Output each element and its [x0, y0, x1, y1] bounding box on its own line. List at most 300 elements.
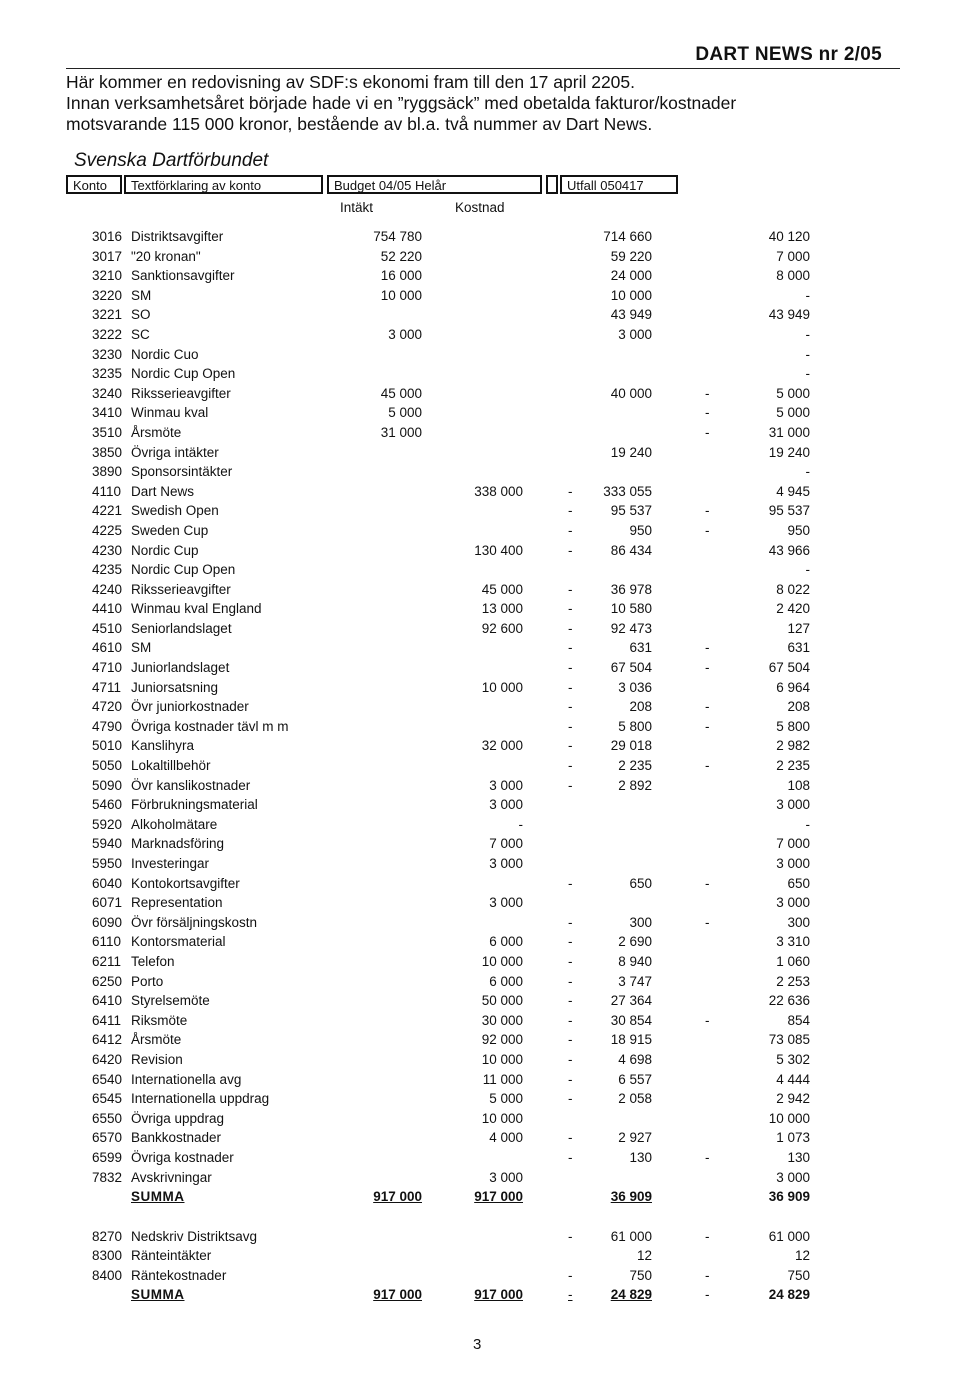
account-description: Representation [131, 895, 223, 911]
difference: 1 073 [776, 1130, 810, 1146]
difference: 12 [794, 1248, 810, 1264]
difference: - [805, 464, 810, 480]
actual-outcome: 950 [629, 522, 652, 538]
account-number: 6570 [92, 1130, 123, 1146]
account-description: Övriga uppdrag [131, 1110, 225, 1126]
account-number: 5460 [92, 797, 123, 813]
account-number: 3221 [92, 307, 123, 323]
sign-marker: - [705, 1267, 710, 1283]
actual-outcome: 2 892 [618, 777, 652, 793]
account-description: Nordic Cup Open [131, 562, 236, 578]
summary-row [0, 1284, 960, 1304]
subheader-kostnad: Kostnad [455, 200, 505, 215]
account-number: 3220 [92, 287, 123, 303]
difference: 40 120 [768, 229, 810, 244]
sign-marker: - [568, 738, 573, 754]
difference: 31 000 [768, 424, 810, 440]
actual-outcome: 631 [629, 640, 652, 656]
table-row [0, 833, 960, 853]
difference: 2 253 [776, 973, 810, 989]
account-number: 6599 [92, 1149, 123, 1165]
account-number: 8300 [92, 1248, 123, 1264]
actual-outcome: 8 940 [618, 953, 652, 969]
account-number: 6071 [92, 895, 123, 911]
account-number: 6110 [92, 934, 122, 950]
table-row [0, 1010, 960, 1030]
difference: 3 310 [776, 934, 810, 950]
account-description: Ränteintäkter [131, 1248, 212, 1264]
difference: - [805, 562, 810, 578]
sign-marker: - [705, 699, 710, 715]
difference: 7 000 [776, 248, 810, 264]
budget-cost: 10 000 [481, 1110, 523, 1126]
account-number: 4720 [92, 699, 123, 715]
table-row [0, 892, 960, 912]
table-row [0, 383, 960, 403]
sign-marker: - [705, 914, 710, 930]
account-number: 6090 [92, 914, 123, 930]
account-description: Porto [131, 973, 164, 989]
budget-cost: 30 000 [481, 1012, 523, 1028]
sign-marker: - [568, 1071, 573, 1087]
budget-cost: 92 000 [481, 1032, 523, 1048]
difference: 95 537 [768, 503, 810, 519]
table-row [0, 422, 960, 442]
page-number: 3 [473, 1336, 482, 1353]
account-number: 8270 [92, 1228, 123, 1244]
section-gap [0, 1206, 960, 1226]
intro-line: Här kommer en redovisning av SDF:s ekonomi fram till den 17 april 2205. [66, 72, 635, 92]
sign-marker: - [705, 405, 710, 421]
table-row [0, 1108, 960, 1128]
budget-income: 3 000 [388, 326, 422, 342]
table-row [0, 1147, 960, 1167]
account-number: 6412 [92, 1032, 123, 1048]
table-row [0, 540, 960, 560]
account-description: Övr kanslikostnader [131, 777, 251, 793]
difference: 2 420 [776, 601, 810, 617]
sign-marker: - [568, 953, 573, 969]
difference: 2 235 [776, 758, 810, 774]
difference: 73 085 [768, 1032, 810, 1048]
sign-marker: - [705, 1287, 710, 1303]
account-number: 4240 [92, 581, 123, 597]
table-row [0, 755, 960, 775]
difference: 61 000 [768, 1228, 810, 1244]
account-number: 6420 [92, 1051, 123, 1067]
table-row [0, 442, 960, 462]
sign-marker: - [568, 973, 573, 989]
actual-outcome: 59 220 [610, 248, 652, 264]
table-row [0, 951, 960, 971]
budget-cost: 6 000 [489, 973, 523, 989]
sign-marker: - [568, 1149, 573, 1165]
account-description: Juniorlandslaget [131, 660, 230, 676]
sign-marker: - [705, 758, 710, 774]
account-description: Nordic Cup [131, 542, 199, 558]
sign-marker: - [568, 620, 573, 636]
account-number: 4711 [92, 679, 122, 695]
difference: - [805, 366, 810, 382]
sign-marker: - [568, 777, 573, 793]
summary-row [0, 1186, 960, 1206]
account-description: Telefon [131, 953, 175, 969]
budget-cost: 338 000 [474, 483, 523, 499]
table-row [0, 304, 960, 324]
account-number: 8400 [92, 1267, 123, 1283]
budget-income: 917 000 [373, 1189, 422, 1205]
difference: 3 000 [776, 1169, 810, 1185]
account-number: 3235 [92, 366, 123, 382]
budget-income: 45 000 [380, 385, 422, 401]
actual-outcome: 95 537 [610, 503, 652, 519]
table-row [0, 363, 960, 383]
difference: 3 000 [776, 856, 810, 871]
account-description: "20 kronan" [131, 248, 201, 264]
account-description: Marknadsföring [131, 836, 225, 852]
actual-outcome: 2 058 [618, 1091, 652, 1107]
actual-outcome: 3 036 [618, 679, 652, 695]
sign-marker: - [568, 993, 573, 1009]
table-row [0, 716, 960, 736]
table-row [0, 1049, 960, 1069]
difference: 5 000 [776, 385, 810, 401]
sign-marker: - [568, 542, 573, 558]
account-description: Förbrukningsmaterial [131, 797, 258, 813]
actual-outcome: 43 949 [610, 307, 652, 323]
account-number: 3410 [92, 405, 123, 421]
table-row [0, 461, 960, 481]
table-row [0, 735, 960, 755]
table-row [0, 1069, 960, 1089]
account-number: 3850 [92, 444, 123, 460]
actual-outcome: 333 055 [603, 483, 652, 499]
difference: 67 504 [768, 660, 810, 676]
sign-marker: - [568, 522, 573, 538]
difference: 1 060 [776, 953, 810, 969]
table-row [0, 794, 960, 814]
budget-cost: 10 000 [481, 679, 523, 695]
actual-outcome: 40 000 [610, 385, 652, 401]
difference: 4 945 [776, 483, 810, 499]
table-row [0, 990, 960, 1010]
table-row [0, 1167, 960, 1187]
budget-cost: 32 000 [481, 738, 523, 754]
budget-income: 5 000 [388, 405, 422, 421]
account-number: 4790 [92, 718, 123, 734]
sign-marker: - [705, 424, 710, 440]
account-number: 6410 [92, 993, 123, 1009]
difference: 7 000 [776, 836, 810, 852]
sign-marker: - [568, 660, 573, 676]
actual-outcome: 92 473 [610, 620, 652, 636]
column-header-konto: Konto [66, 175, 122, 194]
account-number: 4710 [92, 660, 123, 676]
sign-marker: - [705, 385, 710, 401]
account-description: Övriga kostnader tävl m m [131, 718, 289, 734]
subheader-intakt: Intäkt [340, 200, 374, 215]
table-row [0, 873, 960, 893]
account-description: Distriktsavgifter [131, 229, 224, 244]
difference: 43 949 [768, 307, 810, 323]
actual-outcome: 36 909 [610, 1189, 652, 1205]
table-row [0, 853, 960, 873]
account-description: SUMMA [131, 1287, 185, 1303]
table-row [0, 696, 960, 716]
table-row [0, 598, 960, 618]
table-row [0, 559, 960, 579]
sign-marker: - [568, 1287, 573, 1303]
difference: 3 000 [776, 895, 810, 911]
actual-outcome: 86 434 [610, 542, 652, 558]
account-description: SO [131, 307, 151, 323]
difference: 2 942 [776, 1091, 810, 1107]
account-number: 6040 [92, 875, 123, 891]
budget-cost: 50 000 [481, 993, 523, 1009]
account-description: Investeringar [131, 856, 210, 871]
sign-marker: - [705, 503, 710, 519]
actual-outcome: 30 854 [610, 1012, 652, 1028]
account-number: 3016 [92, 229, 123, 244]
account-description: SUMMA [131, 1189, 185, 1205]
account-number: 6550 [92, 1110, 123, 1126]
budget-cost: 10 000 [481, 1051, 523, 1067]
budget-cost: 5 000 [489, 1091, 523, 1107]
sign-marker: - [705, 718, 710, 734]
actual-outcome: 3 747 [618, 973, 652, 989]
column-header-budget: Budget 04/05 Helår [327, 175, 542, 194]
organization-name: Svenska Dartförbundet [74, 150, 269, 171]
sign-marker: - [568, 934, 573, 950]
budget-cost: 7 000 [489, 836, 523, 852]
difference: 631 [787, 640, 810, 656]
table-row [0, 481, 960, 501]
actual-outcome: 18 915 [610, 1032, 652, 1048]
sign-marker: - [568, 483, 573, 499]
table-row [0, 1265, 960, 1285]
account-description: Revision [131, 1051, 183, 1067]
column-header-spacer [546, 175, 558, 194]
actual-outcome: 10 580 [610, 601, 652, 617]
account-number: 4110 [92, 483, 122, 499]
actual-outcome: 2 927 [618, 1130, 652, 1146]
sign-marker: - [568, 699, 573, 715]
actual-outcome: 300 [629, 914, 652, 930]
account-description: Övr försäljningskostn [131, 914, 258, 930]
account-number: 5010 [92, 738, 123, 754]
account-description: SC [131, 326, 150, 342]
header-rule [66, 68, 900, 69]
account-number: 4510 [92, 620, 123, 636]
sign-marker: - [568, 1032, 573, 1048]
account-number: 3510 [92, 424, 123, 440]
table-row [0, 657, 960, 677]
account-number: 5090 [92, 777, 123, 793]
account-description: Sanktionsavgifter [131, 268, 235, 284]
sign-marker: - [568, 1012, 573, 1028]
difference: 36 909 [768, 1189, 810, 1205]
table-row [0, 520, 960, 540]
budget-cost: 92 600 [481, 620, 523, 636]
table-row [0, 1226, 960, 1246]
actual-outcome: 208 [629, 699, 652, 715]
budget-cost: 3 000 [489, 797, 523, 813]
table-row [0, 579, 960, 599]
actual-outcome: 10 000 [610, 287, 652, 303]
sign-marker: - [568, 875, 573, 891]
ledger-table [0, 226, 960, 1304]
sign-marker: - [705, 1012, 710, 1028]
account-description: Övriga intäkter [131, 444, 219, 460]
account-number: 4610 [92, 640, 123, 656]
table-row [0, 1088, 960, 1108]
difference: 650 [787, 875, 810, 891]
budget-cost: 917 000 [474, 1287, 523, 1303]
intro-line: motsvarande 115 000 kronor, bestående av bl.a. två nummer av Dart News. [66, 114, 653, 134]
sign-marker: - [705, 522, 710, 538]
actual-outcome: 2 690 [618, 934, 652, 950]
budget-cost: 11 000 [482, 1071, 523, 1087]
account-description: Kanslihyra [131, 738, 195, 754]
account-number: 6211 [92, 953, 122, 969]
difference: 3 000 [776, 797, 810, 813]
sign-marker: - [568, 640, 573, 656]
table-row [0, 226, 960, 246]
account-number: 3890 [92, 464, 123, 480]
table-row [0, 971, 960, 991]
sign-marker: - [705, 1228, 710, 1244]
difference: 8 000 [776, 268, 810, 284]
difference: 108 [787, 777, 810, 793]
account-number: 4230 [92, 542, 123, 558]
sign-marker: - [568, 718, 573, 734]
sign-marker: - [568, 1267, 573, 1283]
account-number: 4235 [92, 562, 123, 578]
difference: - [805, 346, 810, 362]
account-number: 4410 [92, 601, 123, 617]
account-number: 6411 [92, 1012, 122, 1028]
actual-outcome: 3 000 [618, 326, 652, 342]
difference: 6 964 [776, 679, 810, 695]
sign-marker: - [568, 1091, 573, 1107]
table-row [0, 637, 960, 657]
budget-income: 16 000 [380, 268, 422, 284]
account-description: Riksserieavgifter [131, 385, 231, 401]
sign-marker: - [568, 679, 573, 695]
account-description: Sponsorsintäkter [131, 464, 233, 480]
budget-cost: 6 000 [489, 934, 523, 950]
actual-outcome: 61 000 [610, 1228, 652, 1244]
account-description: Kontorsmaterial [131, 934, 226, 950]
difference: 4 444 [776, 1071, 810, 1087]
account-number: 5940 [92, 836, 123, 852]
account-description: Lokaltillbehör [131, 758, 211, 774]
budget-cost: 10 000 [481, 953, 523, 969]
account-number: 3017 [92, 248, 123, 264]
table-row [0, 324, 960, 344]
actual-outcome: 6 557 [618, 1071, 652, 1087]
account-description: Styrelsemöte [131, 993, 210, 1009]
account-description: Swedish Open [131, 503, 219, 519]
account-description: Internationella avg [131, 1071, 242, 1087]
table-row [0, 285, 960, 305]
sign-marker: - [568, 601, 573, 617]
account-description: SM [131, 640, 152, 656]
difference: 2 982 [776, 738, 810, 754]
account-description: Winmau kval England [131, 601, 262, 617]
account-description: Riksmöte [131, 1012, 188, 1028]
column-header-utfall: Utfall 050417 [560, 175, 678, 194]
sign-marker: - [705, 640, 710, 656]
difference: - [805, 287, 810, 303]
table-row [0, 775, 960, 795]
account-number: 6545 [92, 1091, 123, 1107]
account-description: Årsmöte [131, 424, 182, 440]
difference: 854 [787, 1012, 810, 1028]
difference: 10 000 [768, 1110, 810, 1126]
difference: 22 636 [768, 993, 810, 1009]
account-description: Winmau kval [131, 405, 209, 421]
difference: 950 [787, 522, 810, 538]
table-row [0, 912, 960, 932]
account-number: 5920 [92, 816, 123, 832]
account-number: 7832 [92, 1169, 123, 1185]
actual-outcome: 24 829 [610, 1287, 652, 1303]
account-description: Internationella uppdrag [131, 1091, 270, 1107]
actual-outcome: 67 504 [610, 660, 652, 676]
difference: 43 966 [768, 542, 810, 558]
sign-marker: - [705, 1149, 710, 1165]
table-row [0, 931, 960, 951]
budget-cost: 3 000 [489, 777, 523, 793]
account-description: Kontokortsavgifter [131, 875, 240, 891]
actual-outcome: 4 698 [618, 1051, 652, 1067]
account-description: Nedskriv Distriktsavg [131, 1228, 258, 1244]
account-description: Övr juniorkostnader [131, 699, 249, 715]
column-header-text: Textförklaring av konto [124, 175, 323, 194]
budget-income: 754 780 [373, 229, 422, 244]
sign-marker: - [568, 1130, 573, 1146]
account-description: Sweden Cup [131, 522, 209, 538]
actual-outcome: 27 364 [610, 993, 652, 1009]
sign-marker: - [568, 1228, 573, 1244]
budget-income: 52 220 [380, 248, 422, 264]
account-description: Dart News [131, 483, 195, 499]
difference: 5 000 [776, 405, 810, 421]
actual-outcome: 2 235 [618, 758, 652, 774]
intro-line: Innan verksamhetsåret började hade vi en ”ryggsäck” med obetalda fakturor/kostnader [66, 93, 737, 113]
account-description: Nordic Cup Open [131, 366, 236, 382]
table-row [0, 265, 960, 285]
table-row [0, 814, 960, 834]
account-description: Alkoholmätare [131, 816, 218, 832]
account-number: 5950 [92, 856, 123, 871]
account-description: Nordic Cuo [131, 346, 199, 362]
difference: 208 [787, 699, 810, 715]
account-description: Räntekostnader [131, 1267, 227, 1283]
sign-marker: - [568, 758, 573, 774]
budget-cost: 130 400 [474, 542, 523, 558]
actual-outcome: 714 660 [603, 229, 652, 244]
sign-marker: - [568, 581, 573, 597]
actual-outcome: 750 [629, 1267, 652, 1283]
account-number: 5050 [92, 758, 123, 774]
difference: 8 022 [776, 581, 810, 597]
table-row [0, 1245, 960, 1265]
account-number: 3210 [92, 268, 123, 284]
table-row [0, 618, 960, 638]
table-row [0, 402, 960, 422]
